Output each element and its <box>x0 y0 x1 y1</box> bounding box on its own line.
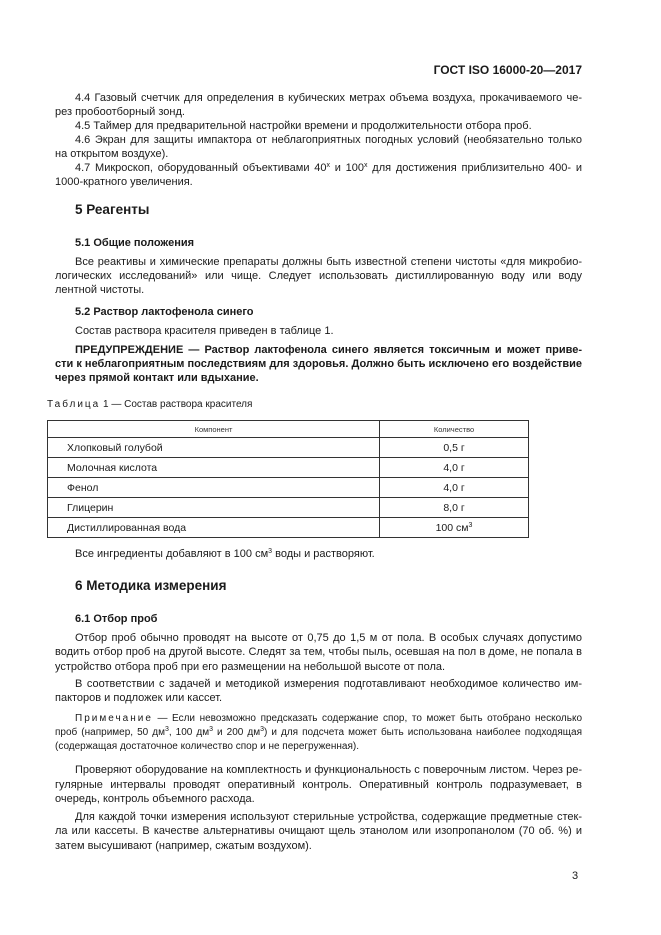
table-cell <box>380 518 529 538</box>
subsection-heading: 5.2 Раствор лактофенола синего <box>75 306 254 318</box>
table-cell: 4,0 г <box>380 478 529 498</box>
text-line: логических исследований» или чище. Следует использовать дистиллированную воду или воду <box>55 270 582 282</box>
superscript: 3 <box>468 521 473 529</box>
table-cell: 4,0 г <box>380 458 529 478</box>
table-cell: Фенол <box>48 478 380 498</box>
text-line: Все реактивы и химические препараты должны быть известной степени чистоты «для микробио- <box>75 256 582 268</box>
warning-line: ПРЕДУПРЕЖДЕНИЕ — Раствор лактофенола синего является токсичным и может приве- <box>75 344 582 356</box>
table-cell: 0,5 г <box>380 438 529 458</box>
section-heading: 6 Методика измерения <box>75 578 227 593</box>
text: Все ингредиенты добавляют в 100 см <box>75 548 269 560</box>
table-cell: Молочная кислота <box>48 458 380 478</box>
text-line <box>55 547 582 561</box>
text-line: Для каждой точки измерения используют стерильные устройства, содержащие предметные стек- <box>75 811 582 823</box>
table-row <box>48 438 529 458</box>
text: для достижения приблизительно 400- и <box>367 162 582 174</box>
text: и 200 дм <box>213 727 261 738</box>
note-label: Примечание <box>75 713 153 724</box>
table-caption <box>47 398 574 412</box>
text-line: рез пробоотборный зонд. <box>55 106 185 118</box>
warning-line: сти к неблагоприятным последствиям для здоровья. Должно быть исключено его воздействие <box>55 358 582 370</box>
text: — Если невозможно предсказать содержание спор, то может быть отобрано несколько <box>152 713 582 724</box>
text: проб (например, 50 дм <box>55 727 165 738</box>
table-row <box>48 518 529 538</box>
dye-composition-table <box>47 420 529 538</box>
subsection-heading: 6.1 Отбор проб <box>75 613 158 625</box>
note-line <box>55 712 582 726</box>
note-line <box>55 726 582 740</box>
text-line: 4.6 Экран для защиты импактора от неблагоприятных погодных условий (необязательно только <box>75 134 582 146</box>
text-line: пакторов и подложек или кассет. <box>55 692 223 704</box>
table-cell: 8,0 г <box>380 498 529 518</box>
superscript: x <box>364 162 368 169</box>
text-line: 1000-кратного увеличения. <box>55 176 193 188</box>
superscript: x <box>326 162 330 169</box>
superscript: 3 <box>268 548 273 555</box>
text: , 100 дм <box>168 727 210 738</box>
text-line: затем высушивают (например, сжатым воздухом). <box>55 840 312 852</box>
text-line: Отбор проб обычно проводят на высоте от 0,75 до 1,5 м от пола. В особых случаях допустимо <box>75 632 582 644</box>
text-line: Состав раствора красителя приведен в таблице 1. <box>75 325 334 337</box>
table-cell: Дистиллированная вода <box>48 518 380 538</box>
table-row <box>48 478 529 498</box>
text-line: В соответствии с задачей и методикой измерения подготавливают необходимое количество им- <box>75 678 582 690</box>
text: ) и для подсчета может быть использована наиболее подходящая <box>264 727 582 738</box>
text-line: устройство отбора проб при его размещении на небольшой высоте от пола. <box>55 661 446 673</box>
table-header-row <box>48 421 529 438</box>
column-header: Компонент <box>48 421 380 438</box>
table-row <box>48 458 529 478</box>
superscript: 3 <box>260 726 265 733</box>
superscript: 3 <box>209 726 214 733</box>
table-caption-text: 1 — Состав раствора красителя <box>103 399 253 410</box>
table-caption-label: Таблица <box>47 399 101 410</box>
text-line: на открытом воздухе). <box>55 148 169 160</box>
text-line: ла или кассеты. В качестве альтернативы очищают щель этанолом или изопропанолом (70 об. %) и <box>55 825 582 837</box>
text-line: 4.4 Газовый счетчик для определения в кубических метрах объема воздуха, прокачиваемого че- <box>75 92 582 104</box>
text: 4.7 Микроскоп, оборудованный объективами 40 <box>75 162 327 174</box>
warning-line: через прямой контакт или вдыхание. <box>55 372 259 384</box>
document-id: ГОСТ ISO 16000-20—2017 <box>433 63 582 77</box>
text-line: 4.5 Таймер для предварительной настройки времени и продолжительности отбора проб. <box>75 120 532 132</box>
table-cell: Хлопковый голубой <box>48 438 380 458</box>
subsection-heading: 5.1 Общие положения <box>75 237 195 249</box>
text-line: очередь, контроль объемного расхода. <box>55 793 255 805</box>
text-line: водить отбор проб на другой высоте. Следят за тем, чтобы пыль, осевшая на пол в доме, не попала в <box>55 646 582 658</box>
text-line: лентной чистоты. <box>55 284 145 296</box>
superscript: 3 <box>164 726 169 733</box>
text-line: Проверяют оборудование на комплектность и функциональность с поверочным листом. Через ре- <box>75 764 582 776</box>
table-cell: Глицерин <box>48 498 380 518</box>
text: и 100 <box>329 162 365 174</box>
text-line: гулярные интервалы проводят оперативный контроль. Оперативный контроль подразумевает, в <box>55 779 582 791</box>
section-heading: 5 Реагенты <box>75 202 150 217</box>
text: воды и растворяют. <box>272 548 375 560</box>
cell-text: 100 см <box>435 521 469 534</box>
table-row <box>48 498 529 518</box>
note-line: (содержащая достаточное количество спор и не перегруженная). <box>55 741 359 752</box>
column-header: Количество <box>380 421 529 438</box>
page-number: 3 <box>572 870 579 882</box>
text-line <box>55 161 582 175</box>
